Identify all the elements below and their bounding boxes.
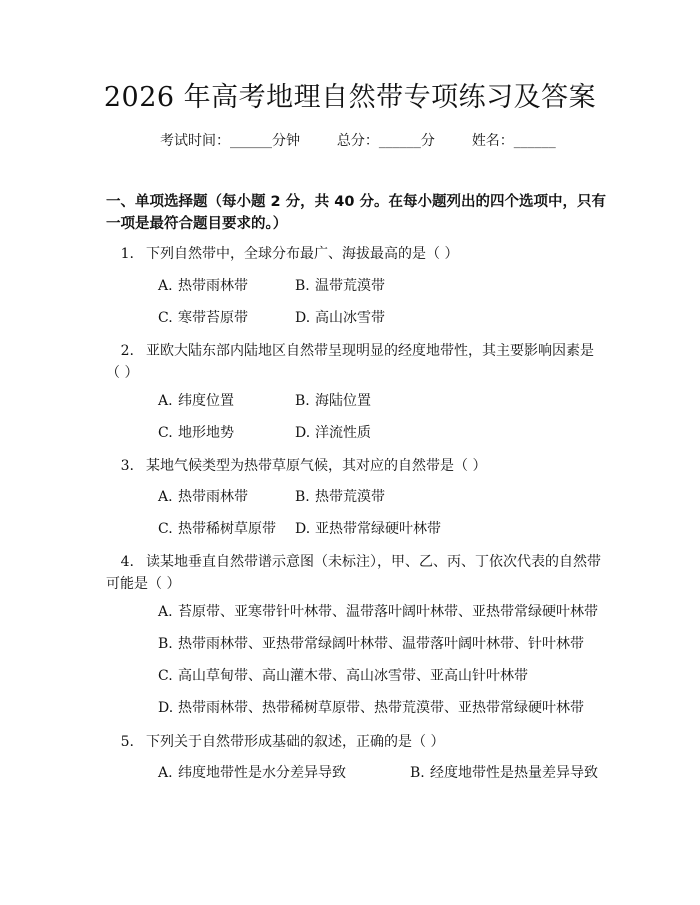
option-a xyxy=(158,763,346,783)
option-c xyxy=(158,423,234,443)
option-text: 热带雨林带 xyxy=(178,489,248,505)
question-number: 5. xyxy=(120,734,134,750)
question-number: 4. xyxy=(120,554,134,570)
option-c xyxy=(158,519,276,539)
option-text: 高山草甸带、高山灌木带、高山冰雪带、亚高山针叶林带 xyxy=(178,668,528,684)
option-text: 地形地势 xyxy=(178,425,234,441)
question-number: 3. xyxy=(120,458,134,474)
option-text: 热带稀树草原带 xyxy=(178,521,276,537)
question-text: 读某地垂直自然带谱示意图（未标注），甲、乙、丙、丁依次代表的自然带可能是（ ） xyxy=(106,554,601,592)
option-a xyxy=(158,391,234,411)
question-2 xyxy=(106,340,606,384)
option-b xyxy=(295,487,385,507)
option-letter: A. xyxy=(158,278,173,294)
student-name-field: 姓名：______ xyxy=(471,133,556,149)
option-letter: C. xyxy=(158,521,173,537)
option-letter: B. xyxy=(295,393,310,409)
option-c xyxy=(158,666,528,686)
option-text: 高山冰雪带 xyxy=(315,310,385,326)
option-text: 纬度位置 xyxy=(178,393,234,409)
option-text: 热带雨林带、亚热带常绿阔叶林带、温带落叶阔叶林带、针叶林带 xyxy=(178,636,584,652)
question-text: 下列自然带中，全球分布最广、海拔最高的是（ ） xyxy=(146,246,459,262)
exam-meta-line xyxy=(160,131,556,151)
option-text: 经度地带性是热量差异导致 xyxy=(430,765,598,781)
option-letter: D. xyxy=(295,310,311,326)
option-text: 热带雨林带、热带稀树草原带、热带荒漠带、亚热带常绿硬叶林带 xyxy=(178,700,584,716)
option-letter: B. xyxy=(295,489,310,505)
option-b xyxy=(295,391,371,411)
option-text: 温带荒漠带 xyxy=(315,278,385,294)
option-letter: A. xyxy=(158,393,173,409)
question-4 xyxy=(106,551,606,595)
option-b xyxy=(410,763,598,783)
option-letter: A. xyxy=(158,604,173,620)
option-letter: D. xyxy=(158,700,174,716)
option-a xyxy=(158,602,598,622)
section-heading: 一、单项选择题（每小题 2 分，共 40 分。在每小题列出的四个选项中，只有一项是最符合题目要求的。） xyxy=(106,194,606,232)
option-letter: C. xyxy=(158,425,173,441)
option-text: 热带雨林带 xyxy=(178,278,248,294)
option-a xyxy=(158,487,248,507)
option-letter: C. xyxy=(158,310,173,326)
question-text: 下列关于自然带形成基础的叙述，正确的是（ ） xyxy=(146,734,445,750)
question-text: 某地气候类型为热带草原气候，其对应的自然带是（ ） xyxy=(146,458,487,474)
option-d xyxy=(295,519,441,539)
exam-time-field: 考试时间：______分钟 xyxy=(160,133,300,149)
total-score-field: 总分：______分 xyxy=(336,133,435,149)
option-d xyxy=(158,698,584,718)
option-text: 寒带苔原带 xyxy=(178,310,248,326)
option-text: 热带荒漠带 xyxy=(315,489,385,505)
question-1 xyxy=(106,243,606,265)
question-5 xyxy=(106,731,606,753)
option-letter: A. xyxy=(158,489,173,505)
question-number: 2. xyxy=(120,343,134,359)
document-title: 2026 年高考地理自然带专项练习及答案 xyxy=(103,82,597,113)
option-letter: B. xyxy=(158,636,173,652)
option-b xyxy=(158,634,584,654)
option-a xyxy=(158,276,248,296)
option-d xyxy=(295,423,371,443)
option-letter: D. xyxy=(295,425,311,441)
question-text: 亚欧大陆东部内陆地区自然带呈现明显的经度地带性，其主要影响因素是（ ） xyxy=(106,343,594,381)
option-text: 海陆位置 xyxy=(315,393,371,409)
option-letter: B. xyxy=(410,765,425,781)
option-letter: D. xyxy=(295,521,311,537)
option-d xyxy=(295,308,385,328)
option-letter: C. xyxy=(158,668,173,684)
question-number: 1. xyxy=(120,246,134,262)
option-text: 苔原带、亚寒带针叶林带、温带落叶阔叶林带、亚热带常绿硬叶林带 xyxy=(178,604,598,620)
option-text: 洋流性质 xyxy=(315,425,371,441)
option-text: 纬度地带性是水分差异导致 xyxy=(178,765,346,781)
option-letter: B. xyxy=(295,278,310,294)
question-3 xyxy=(106,455,606,477)
option-c xyxy=(158,308,248,328)
option-b xyxy=(295,276,385,296)
option-text: 亚热带常绿硬叶林带 xyxy=(315,521,441,537)
option-letter: A. xyxy=(158,765,173,781)
